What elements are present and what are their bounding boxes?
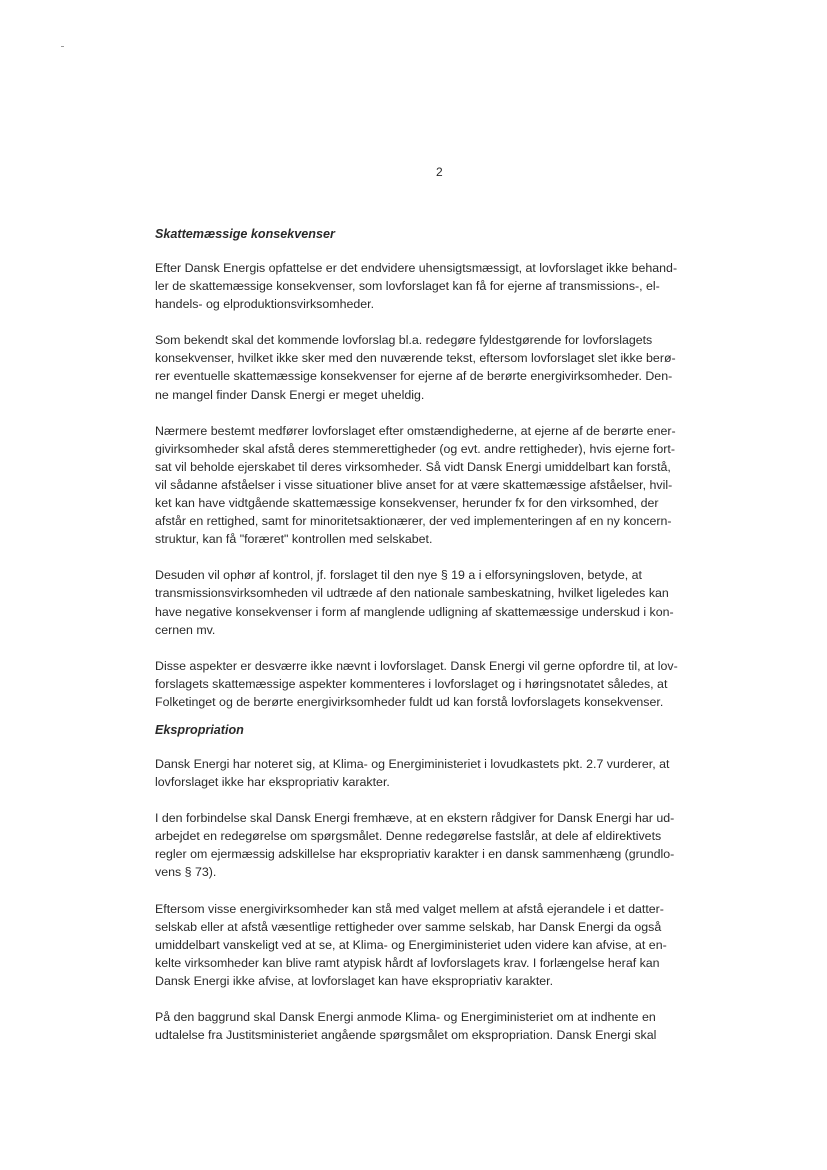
paragraph [155, 1008, 715, 1044]
text-line: cernen mv. [155, 622, 216, 637]
paragraph [155, 331, 715, 403]
text-line: selskab eller at afstå væsentlige rettigheder over samme selskab, har Dansk Energi da også [155, 919, 662, 934]
section-heading: Skattemæssige konsekvenser [155, 227, 335, 241]
text-line: givirksomheder skal afstå deres stemmerettigheder (og evt. andre rettigheder), hvis ejerne fort- [155, 441, 675, 456]
text-line: vens § 73). [155, 865, 217, 880]
section-heading: Ekspropriation [155, 722, 244, 737]
text-line: struktur, kan få "foræret" kontrollen med selskabet. [155, 532, 433, 547]
text-line: afstår en rettighed, samt for minoritetsaktionærer, der ved implementeringen af en ny koncern- [155, 514, 672, 529]
text-line: Nærmere bestemt medfører lovforslaget efter omstændighederne, at ejerne af de berørte ener- [155, 423, 676, 438]
text-line: konsekvenser, hvilket ikke sker med den nuværende tekst, eftersom lovforslaget slet ikke berø- [155, 351, 676, 366]
text-line: Desuden vil ophør af kontrol, jf. forslaget til den nye § 19 a i elforsyningsloven, betyde, at [155, 568, 642, 583]
paragraph [155, 259, 715, 313]
text-line: forslagets skattemæssige aspekter kommenteres i lovforslaget og i høringsnotatet således, at [155, 676, 668, 691]
text-line: Disse aspekter er desværre ikke nævnt i lovforslaget. Dansk Energi vil gerne opfordre til, at lov- [155, 658, 678, 673]
paragraph [155, 566, 715, 638]
paragraph [155, 809, 715, 881]
text-line: Dansk Energi har noteret sig, at Klima- og Energiministeriet i lovudkastets pkt. 2.7 vurderer, at [155, 756, 670, 771]
text-line: Som bekendt skal det kommende lovforslag bl.a. redegøre fyldestgørende for lovforslagets [155, 333, 653, 348]
text-line: transmissionsvirksomheden vil udtræde af den nationale sambeskatning, hvilket ligeledes kan [155, 586, 669, 601]
document-body [155, 225, 715, 1044]
text-line: Eftersom visse energivirksomheder kan stå med valget mellem at afstå ejerandele i et datter- [155, 901, 664, 916]
paragraph [155, 755, 715, 791]
text-line: have negative konsekvenser i form af manglende udligning af skattemæssige underskud i kon- [155, 604, 674, 619]
paragraph [155, 422, 715, 549]
text-line: På den baggrund skal Dansk Energi anmode Klima- og Energiministeriet om at indhente en [155, 1010, 656, 1024]
text-line: ler de skattemæssige konsekvenser, som lovforslaget kan få for ejerne af transmissions-, el- [155, 279, 660, 294]
text-line: kelte virksomheder kan blive ramt atypisk hårdt af lovforslagets krav. I forlængelse heraf kan [155, 955, 660, 970]
text-line: rer eventuelle skattemæssige konsekvenser for ejerne af de berørte energivirksomheder. Den- [155, 369, 673, 384]
text-line: udtalelse fra Justitsministeriet angående spørgsmålet om ekspropriation. Dansk Energi skal [155, 1028, 657, 1043]
text-line: ket kan have vidtgående skattemæssige konsekvenser, herunder fx for den virksomhed, der [155, 496, 659, 511]
text-line: umiddelbart vanskeligt ved at se, at Klima- og Energiministeriet uden videre kan afvise, at en- [155, 937, 667, 952]
text-line: vil sådanne afståelser i visse situationer blive anset for at være skattemæssige afståelser, hvil- [155, 477, 673, 492]
text-line: lovforslaget ikke har ekspropriativ karakter. [155, 775, 390, 790]
text-line: Efter Dansk Energis opfattelse er det endvidere uhensigtsmæssigt, at lovforslaget ikke behand- [155, 261, 678, 275]
text-line: arbejdet en redegørelse om spørgsmålet. Denne redegørelse fastslår, at dele af eldirektivets [155, 829, 662, 844]
paragraph [155, 657, 715, 711]
paragraph [155, 900, 715, 990]
text-line: sat vil beholde ejerskabet til deres virksomheder. Så vidt Dansk Energi umiddelbart kan forstå, [155, 459, 671, 474]
text-line: handels- og elproduktionsvirksomheder. [155, 297, 375, 312]
page-number: 2 [436, 165, 443, 179]
scan-speck [61, 46, 64, 47]
text-line: I den forbindelse skal Dansk Energi fremhæve, at en ekstern rådgiver for Dansk Energi har ud- [155, 811, 675, 826]
text-line: regler om ejermæssig adskillelse har ekspropriativ karakter i en dansk sammenhæng (grundlo- [155, 847, 675, 862]
text-line: Dansk Energi ikke afvise, at lovforslaget kan have ekspropriativ karakter. [155, 973, 554, 988]
text-line: Folketinget og de berørte energivirksomheder fuldt ud kan forstå lovforslagets konsekvenser. [155, 694, 664, 709]
text-line: ne mangel finder Dansk Energi er meget uheldig. [155, 387, 425, 402]
